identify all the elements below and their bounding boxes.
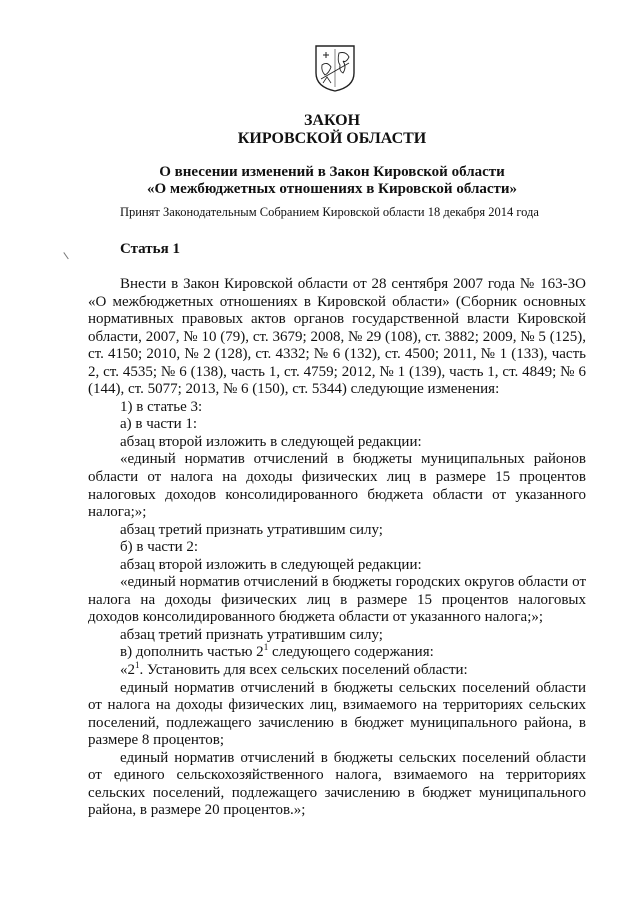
list-item: единый норматив отчислений в бюджеты сельских поселений области от единого сельскохозяйственного налога, взимаемого на территориях сельских поселений, подлежащего зачислению в бюджет муниципального района, в размере 20 процентов.»; bbox=[88, 749, 586, 819]
part-number: «2 bbox=[120, 662, 135, 679]
scan-mark bbox=[63, 249, 73, 260]
list-item: абзац второй изложить в следующей редакции: bbox=[120, 556, 422, 573]
article-heading: Статья 1 bbox=[120, 241, 180, 257]
superscript: 1 bbox=[135, 660, 140, 671]
part-text: . Установить для всех сельских поселений области: bbox=[139, 662, 468, 679]
law-subject-line1: О внесении изменений в Закон Кировской области bbox=[159, 164, 505, 180]
article-intro: Внести в Закон Кировской области от 28 сентября 2007 года № 163-ЗО «О межбюджетных отношениях в Кировской области» (Сборник основных нормативных правовых актов органов государственной власти Кировской области, 2007, № 10 (79), ст. 3679; 2008, № 29 (108), ст. 3882; 2009, № 5 (125), ст. 4150; 2010, № 2 (128), ст. 4332; № 6 (132), ст. 4500; 2011, № 1 (133), часть 2, ст. 4535; № 6 (138), часть 1, ст. 4759; 2012, № 1 (139), часть 1, ст. 4849; № 6 (144), ст. 5077; 2013, № 6 (150), ст. 5344) следующие изменения: bbox=[88, 276, 586, 398]
item-v-text-end: следующего содержания: bbox=[268, 644, 434, 661]
region-title: КИРОВСКОЙ ОБЛАСТИ bbox=[237, 130, 427, 147]
list-item: а) в части 1: bbox=[120, 416, 198, 433]
list-item bbox=[88, 662, 586, 680]
list-item bbox=[88, 644, 586, 662]
adoption-note: Принят Законодательным Собранием Кировской области 18 декабря 2014 года bbox=[120, 205, 539, 219]
list-item: «единый норматив отчислений в бюджеты городских округов области от налога на доходы физических лиц в размере 15 процентов налоговых доходов консолидированного бюджета области от указанного налога;»; bbox=[88, 574, 586, 626]
list-item: единый норматив отчислений в бюджеты сельских поселений области от налога на доходы физических лиц, взимаемого на территориях сельских поселений, подлежащего зачислению в бюджет муниципального района, в размере 8 процентов; bbox=[88, 679, 586, 749]
list-item: абзац третий признать утратившим силу; bbox=[120, 626, 383, 643]
list-item: «единый норматив отчислений в бюджеты муниципальных районов области от налога на доходы физических лиц в размере 15 процентов налоговых доходов консолидированного бюджета области от указанного налога;»; bbox=[88, 451, 586, 521]
law-title: ЗАКОН bbox=[303, 112, 361, 129]
item-v-text: в) дополнить частью 2 bbox=[120, 644, 264, 661]
list-item: абзац второй изложить в следующей редакции: bbox=[120, 433, 422, 450]
list-item: абзац третий признать утратившим силу; bbox=[120, 521, 383, 538]
article-body bbox=[88, 276, 586, 820]
coat-of-arms-icon bbox=[313, 43, 357, 93]
list-item: 1) в статье 3: bbox=[120, 398, 203, 415]
superscript: 1 bbox=[263, 642, 269, 653]
list-item: б) в части 2: bbox=[120, 539, 199, 556]
law-subject-line2: «О межбюджетных отношениях в Кировской области» bbox=[146, 181, 518, 197]
